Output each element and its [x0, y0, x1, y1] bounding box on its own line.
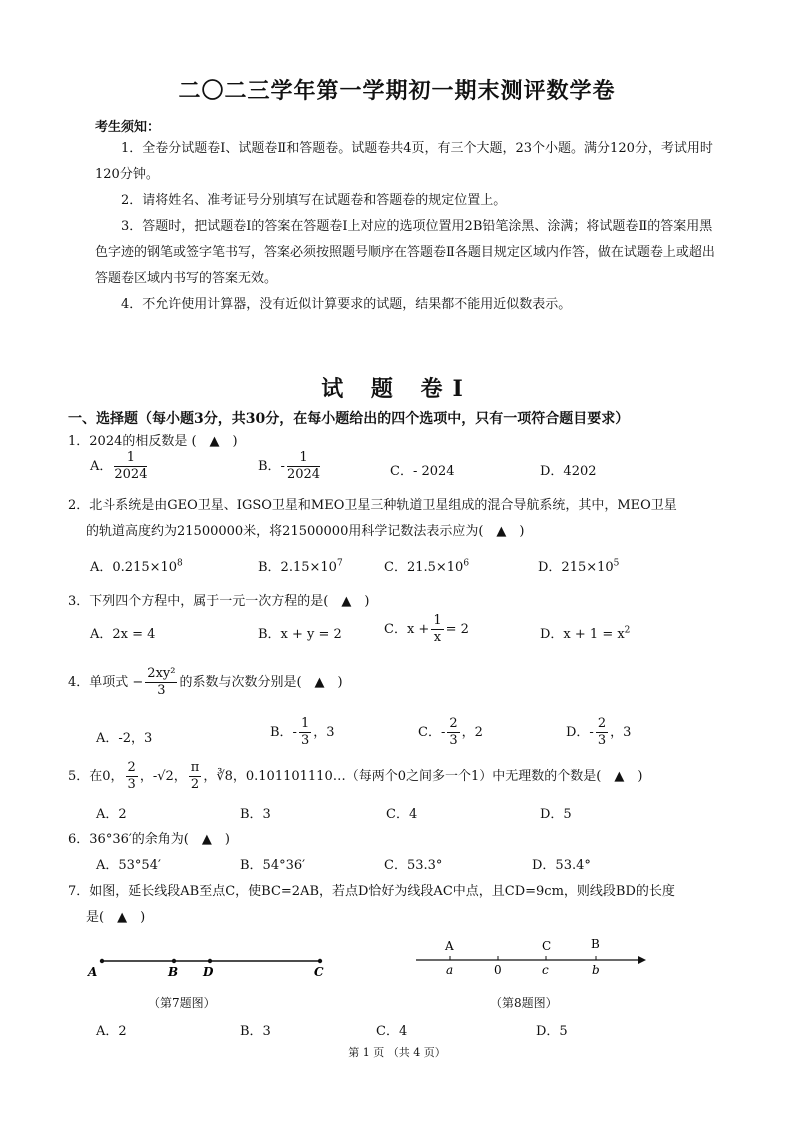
q1-option-b: B．- $\frac{1}{2024}$ — [258, 450, 321, 482]
q1-option-d: D．4202 — [540, 464, 597, 479]
q1-option-a: A． $\frac{1}{2024}$ — [90, 450, 148, 482]
label-a: A — [88, 965, 98, 979]
point-a — [100, 959, 104, 963]
q6-option-d: D．53.4° — [532, 858, 591, 873]
q2-option-b: B．$2.15\times 10^7$ — [258, 558, 343, 575]
figure-8-caption: （第8题图） — [490, 996, 558, 1010]
q2-option-d: D．$215\times 10^5$ — [538, 558, 620, 575]
q5-option-d: D．5 — [540, 807, 572, 822]
q7-option-d: D．5 — [536, 1024, 568, 1039]
q4-option-c: C．- $\frac{2}{3}$ ，2 — [418, 716, 483, 748]
q7-stem-line2: 是( ▲ ) — [86, 910, 146, 925]
q2-stem-line1: 2．北斗系统是由GEO卫星、IGSO卫星和MEO卫星三种轨道卫星组成的混合导航系统，其中，MEO卫星 — [68, 498, 677, 513]
q6-option-c: C．53.3° — [384, 858, 443, 873]
q7-option-a: A．2 — [96, 1024, 127, 1039]
q4-option-d: D．- $\frac{2}{3}$ ，3 — [566, 716, 632, 748]
section-title: 试 题 卷Ⅰ — [321, 376, 473, 402]
q4-stem: 4．单项式 − $\frac{\text{2xy²}}{3}$ 的系数与次数分别是( ▲ ) — [68, 666, 343, 698]
q7-option-b: B．3 — [240, 1024, 271, 1039]
figure-8-number-line — [410, 936, 650, 980]
label-c: C — [314, 965, 324, 979]
notice-2: 2．请将姓名、准考证号分别填写在试题卷和答题卷的规定位置上。 — [121, 193, 507, 208]
point-c — [318, 959, 322, 963]
q4-option-a: A．-2，3 — [96, 731, 153, 746]
q6-option-a: A．53°54′ — [96, 858, 161, 873]
notice-1: 1．全卷分试题卷Ⅰ、试题卷Ⅱ和答题卷。试题卷共4页，有三个大题，23个小题。满分120分，考试用时120分钟。 — [95, 141, 713, 182]
label-lower-c: c — [542, 963, 549, 977]
notice-3: 3．答题时，把试题卷Ⅰ的答案在答题卷Ⅰ上对应的选项位置用2B铅笔涂黑、涂满；将试题卷Ⅱ的答案用黑色字迹的钢笔或签字笔书写，答案必须按照题号顺序在答题卷Ⅱ各题目规定区域内作答，做在试题卷上或超出答题卷区域内书写的答案无效。 — [95, 219, 715, 286]
q5-option-b: B．3 — [240, 807, 271, 822]
label-d: D — [203, 965, 214, 979]
q4-option-b: B．- $\frac{1}{3}$ ，3 — [270, 716, 335, 748]
page-footer: 第 1 页 （共 4 页） — [348, 1046, 446, 1059]
q6-stem: 6．36°36′的余角为( ▲ ) — [68, 832, 230, 847]
figure-7-segment — [80, 940, 350, 990]
q3-option-c: C．x + $\frac{1}{x}$ = 2 — [384, 613, 469, 645]
label-upper-c: C — [542, 939, 552, 953]
notice-heading: 考生须知： — [95, 120, 161, 135]
point-d — [208, 959, 212, 963]
q7-stem-line1: 7．如图，延长线段AB至点C，使BC=2AB，若点D恰好为线段AC中点，且CD=9cm，则线段BD的长度 — [68, 884, 675, 899]
q5-option-c: C．4 — [386, 807, 418, 822]
label-lower-b: b — [592, 963, 600, 977]
q1-option-c: C．- 2024 — [390, 464, 455, 479]
q3-option-b: B．x + y = 2 — [258, 627, 342, 642]
q5-stem: 5．在0， $\frac{2}{3}$ ，-√2， $\frac{\pi}{2}$ ，∛8，0.101101110…（每两个0之间多一个1）中无理数的个数是( ▲ ) — [68, 760, 643, 792]
q7-option-c: C．4 — [376, 1024, 408, 1039]
label-b: B — [168, 965, 179, 979]
q2-option-a: A．$0.215\times 10^8$ — [90, 558, 183, 575]
label-lower-a: a — [446, 963, 454, 977]
q6-option-b: B．54°36′ — [240, 858, 306, 873]
part-title: 一、选择题（每小题3分，共30分，在每小题给出的四个选项中，只有一项符合题目要求） — [68, 411, 630, 427]
label-upper-a: A — [445, 939, 454, 953]
arrow-right-icon — [638, 956, 646, 964]
point-b — [172, 959, 176, 963]
notice-4: 4．不允许使用计算器，没有近似计算要求的试题，结果都不能用近似数表示。 — [121, 297, 572, 312]
q1-stem: 1．2024的相反数是 ( ▲ ) — [68, 434, 238, 449]
q2-stem-line2: 的轨道高度约为21500000米，将21500000用科学记数法表示应为( ▲ ) — [86, 524, 525, 539]
page-title: 二〇二三学年第一学期初一期末测评数学卷 — [178, 78, 616, 104]
q3-stem: 3．下列四个方程中，属于一元一次方程的是( ▲ ) — [68, 594, 370, 609]
label-zero: 0 — [494, 963, 502, 977]
figure-7-caption: （第7题图） — [148, 996, 216, 1010]
q3-option-a: A．2x = 4 — [90, 627, 156, 642]
q3-option-d: D．$x + 1 = x^2$ — [540, 625, 631, 642]
q2-option-c: C．$21.5\times 10^6$ — [384, 558, 470, 575]
label-upper-b: B — [591, 937, 600, 951]
q5-option-a: A．2 — [96, 807, 127, 822]
